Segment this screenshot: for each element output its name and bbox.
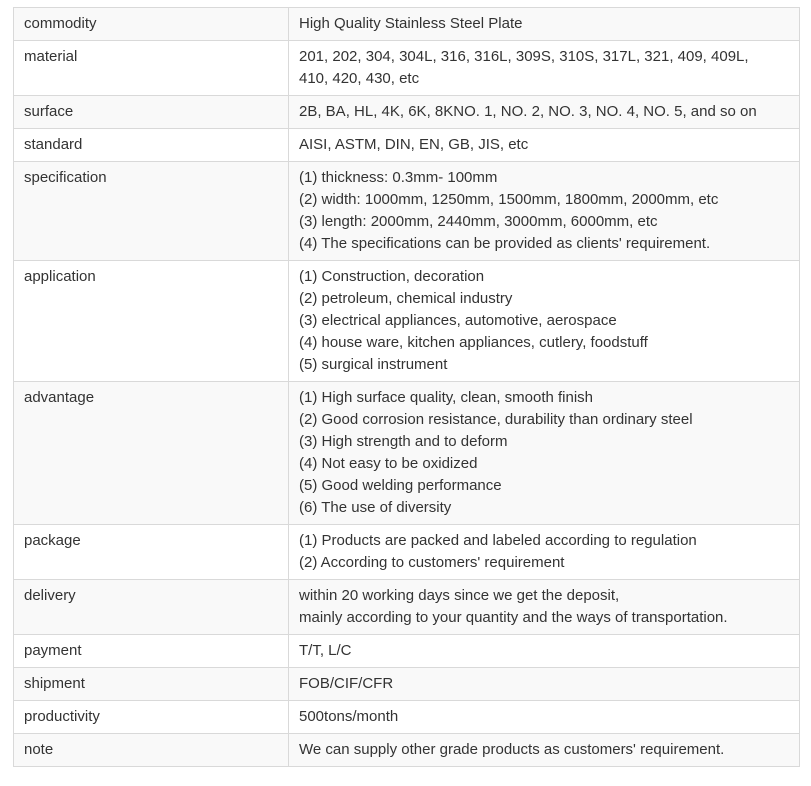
row-label: shipment [14, 668, 289, 701]
row-value [289, 96, 800, 129]
value-line: (1) High surface quality, clean, smooth finish [299, 389, 594, 406]
value-line: within 20 working days since we get the deposit, [299, 587, 620, 604]
row-value [289, 580, 800, 635]
table-row [14, 261, 800, 382]
value-line: (5) Good welding performance [299, 477, 502, 494]
value-line: (2) According to customers' requirement [299, 554, 565, 571]
row-value [289, 162, 800, 261]
row-label: delivery [14, 580, 289, 635]
row-value [289, 701, 800, 734]
value-line: (1) thickness: 0.3mm- 100mm [299, 169, 498, 186]
value-line: AISI, ASTM, DIN, EN, GB, JIS, etc [299, 136, 529, 153]
value-line: 201, 202, 304, 304L, 316, 316L, 309S, 310S, 317L, 321, 409, 409L, [299, 48, 749, 65]
table-row [14, 129, 800, 162]
row-label: commodity [14, 8, 289, 41]
value-line: mainly according to your quantity and the ways of transportation. [299, 609, 728, 626]
row-label: advantage [14, 382, 289, 525]
row-label: package [14, 525, 289, 580]
row-value [289, 668, 800, 701]
row-value [289, 261, 800, 382]
table-row [14, 525, 800, 580]
value-line: T/T, L/C [299, 642, 352, 659]
table-row [14, 41, 800, 96]
value-line: (4) house ware, kitchen appliances, cutlery, foodstuff [299, 334, 648, 351]
value-line: (2) petroleum, chemical industry [299, 290, 513, 307]
value-line: FOB/CIF/CFR [299, 675, 394, 692]
row-value [289, 734, 800, 767]
table-row [14, 580, 800, 635]
value-line: 500tons/month [299, 708, 399, 725]
row-value [289, 635, 800, 668]
value-line: 2B, BA, HL, 4K, 6K, 8KNO. 1, NO. 2, NO. 3, NO. 4, NO. 5, and so on [299, 103, 757, 120]
value-line: High Quality Stainless Steel Plate [299, 15, 523, 32]
table-row [14, 162, 800, 261]
row-label: productivity [14, 701, 289, 734]
value-line: 410, 420, 430, etc [299, 70, 420, 87]
value-line: (3) electrical appliances, automotive, aerospace [299, 312, 617, 329]
value-line: (4) Not easy to be oxidized [299, 455, 478, 472]
row-label: material [14, 41, 289, 96]
spec-table-body [14, 8, 800, 767]
table-row [14, 668, 800, 701]
product-spec-table [13, 7, 800, 767]
value-line: (5) surgical instrument [299, 356, 448, 373]
table-row [14, 734, 800, 767]
table-row [14, 701, 800, 734]
table-row [14, 96, 800, 129]
row-label: surface [14, 96, 289, 129]
row-value [289, 382, 800, 525]
row-label: standard [14, 129, 289, 162]
value-line: (4) The specifications can be provided as clients' requirement. [299, 235, 711, 252]
row-label: application [14, 261, 289, 382]
value-line: We can supply other grade products as customers' requirement. [299, 741, 725, 758]
row-value [289, 525, 800, 580]
row-value [289, 41, 800, 96]
value-line: (2) width: 1000mm, 1250mm, 1500mm, 1800mm, 2000mm, etc [299, 191, 719, 208]
row-label: note [14, 734, 289, 767]
table-row [14, 8, 800, 41]
value-line: (3) length: 2000mm, 2440mm, 3000mm, 6000mm, etc [299, 213, 658, 230]
row-label: specification [14, 162, 289, 261]
value-line: (2) Good corrosion resistance, durability than ordinary steel [299, 411, 693, 428]
value-line: (1) Products are packed and labeled according to regulation [299, 532, 697, 549]
value-line: (1) Construction, decoration [299, 268, 485, 285]
value-line: (6) The use of diversity [299, 499, 452, 516]
table-row [14, 635, 800, 668]
table-row [14, 382, 800, 525]
row-value [289, 129, 800, 162]
row-value [289, 8, 800, 41]
value-line: (3) High strength and to deform [299, 433, 508, 450]
row-label: payment [14, 635, 289, 668]
